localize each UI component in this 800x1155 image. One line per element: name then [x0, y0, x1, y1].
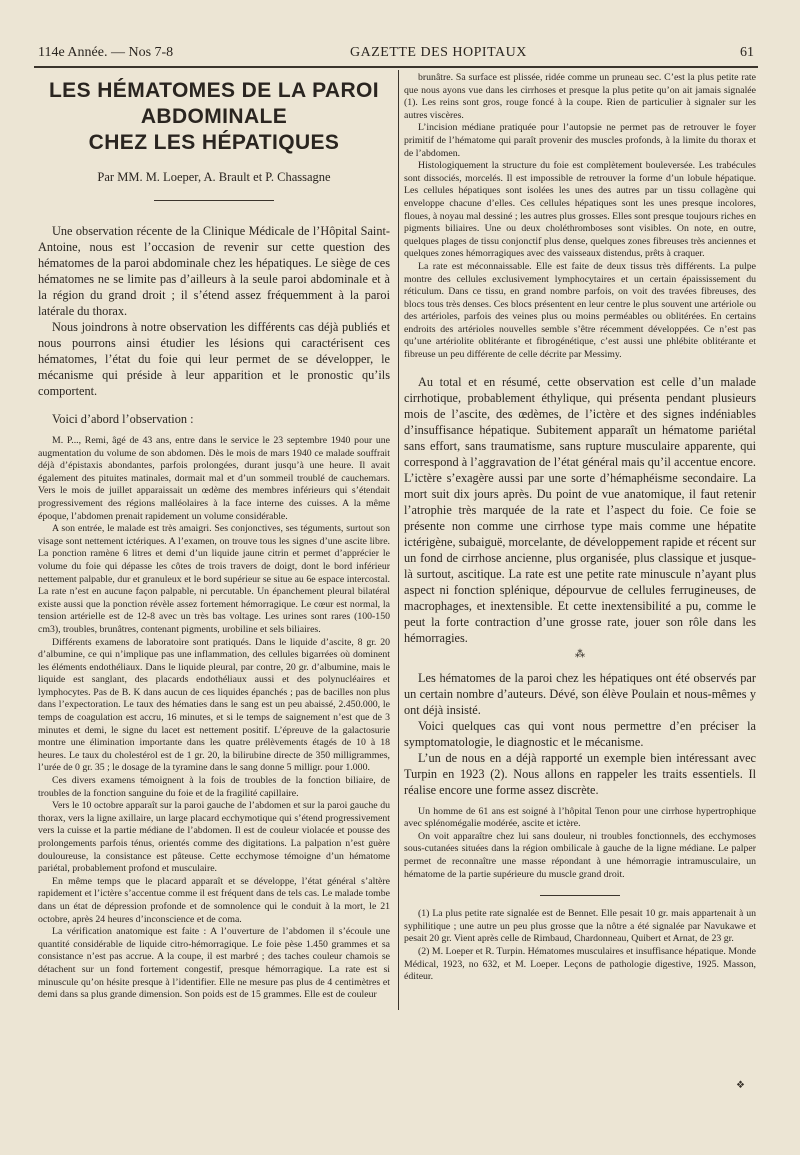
left-column [38, 72, 390, 1002]
paragraph: Histologiquement la structure du foie est complètement bouleversée. Les trabécules sont dissociés, morcelés. Il est impossible de retrouver la forme d’un lobule hépatique. Les cellules hépatiques sont isolées les unes des autres par un tissu collagène qui enveloppe chacune d’elles. Ces cellules hépatiques sont les unes presque incolores, floues, à noyau mal dessiné ; les autres plus grosses. Elles sont presque toujours riches en pigments biliaires. Une ou deux choléthromboses sont visibles. On note, en outre, quelques plages de tissu conjonctif plus dense, quelques zones fibreuses très anciennes et quelques zones hémorragiques avec des vaisseaux distendus, prêts à craquer. [404, 160, 756, 260]
paragraph: Au total et en résumé, cette observation est celle d’un malade cirrhotique, probablement éthylique, qui présenta pendant plusieurs mois de l’ascite, des œdèmes, de l’ictère et des signes indéniables d’insuffisance hépatique. Subitement apparaît un hématome pariétal sans effort, sans traumatisme, sans rupture musculaire apparente, qui correspond à l’aggravation de l’état général mais qu’il accentue encore. L’ictère s’exagère aussi par une sorte d’hémaphéisme secondaire. La mort suit dix jours après. Du point de vue anatomique, il faut retenir l’atrophie très marquée de la rate et l’aspect du foie. Ce foie se présente non comme une cirrhose type mais comme une hépatite ictérigène, subaiguë, morcelante, de développement rapide et récent sur un fond de cirrhose ancienne, plus organisée, plus classique et jusque-là surtout, ascitique. La rate est une petite rate minuscule n’ayant plus aspect ni fonction splénique, dépourvue de cellules ferrugineuses, de macrophages, et inextensible. Et cette inextensibilité a pu, comme le peut la forte contraction d’une grosse rate, jouer son rôle dans les hémorragies. [404, 374, 757, 645]
left-column-body [38, 223, 390, 1002]
paragraph: A son entrée, le malade est très amaigri. Ses conjonctives, ses téguments, surtout son visage sont nettement ictériques. A l’examen, on trouve tous les signes d’une ascite libre. La ponction ramène 6 litres et demi d’un liquide jaune citrin et permet d’apprécier le volume du foie qui dépasse les côtes de trois travers de doigt, dont le bord inférieur nettement palpable, dur et granuleux et le bord supérieur se situe au 6e espace intercostal. La rate n’est en aucune façon palpable, ni percutable. Un épanchement pleural bilatéral existe aussi que la ponction révèle assez fortement hémorragique. Le cœur est normal, la tension artérielle est de 12-8 avec un très bas voltage. Les urines sont rares (100-150 cm3), troubles, brunâtres, contenant pigments, urobiline et sels biliaires. [38, 523, 390, 635]
paragraph: Une observation récente de la Clinique Médicale de l’Hôpital Saint-Antoine, nous est l’occasion de revenir sur cette question des hématomes de la paroi abdominale chez les hépatiques. Le siège de ces hématomes ne se limite pas d’ailleurs à la seule paroi abdominale et à la région du grand droit ; il s’étend assez fréquemment à la paroi latérale du thorax. [38, 224, 390, 318]
article-authors: Par MM. M. Loeper, A. Brault et P. Chassagne [97, 170, 331, 184]
paragraph: Voici d’abord l’observation : [52, 412, 194, 426]
paragraph: M. P..., Remi, âgé de 43 ans, entre dans le service le 23 septembre 1940 pour une augmentation du volume de son abdomen. Dès le mois de mars 1940 ce malade souffrait déjà d’épistaxis abondantes, parfois prolongées, durant jusqu’à une heure. Il avait également des pituites matinales, dormait mal et d’un sommeil troublé de cauchemars. Vers le mois de juillet apparaissait un œdème des membres inférieurs qui s’étendait progressivement des régions malléolaires à la face interne des cuisses. A la même époque, l’abdomen prenait rapidement un volume considérable. [38, 435, 390, 522]
paragraph: Les hématomes de la paroi chez les hépatiques ont été observés par un certain nombre d’auteurs. Dévé, son élève Poulain et nous-mêmes y ont déjà insisté. [404, 670, 756, 717]
paragraph: L’incision médiane pratiquée pour l’autopsie ne permet pas de retrouver le foyer primitif de l’hématome qui paraît provenir des muscles profonds, à la limite du thorax et de l’abdomen. [404, 122, 756, 159]
column-divider [398, 70, 399, 1010]
paragraph: Différents examens de laboratoire sont pratiqués. Dans le liquide d’ascite, 8 gr. 20 d’albumine, ce qui n’implique pas une inflammation, des cellules bigarrées où dominent les éléments endothéliaux. Dans le liquide pleural, par contre, 20 gr. d’albumine, mais le liquide est sanglant, des placards endothéliaux aussi et des polynucléaires et lymphocytes. Pas de B. K dans aucun de ces liquides épanchés ; pas de bacilles non plus dans l’expectoration. Le taux des hématies dans le sang est un peu abaissé, 2.450.000, le temps de coagulation est accru, 16 minutes, et si le temps de saignement n’est que de 3 minutes et demi, le signe du lacet est nettement positif. L’épreuve de la galactosurie montre une élimination importante dans les quatre prélèvements étagés de 10 à 18 heures. Le taux du cholestérol est de 1 gr. 20, la bilirubine directe de 350 milligrammes, l’urée de 0 gr. 35 ; le dosage de la tyramine dans le sang donne 5 milligr. pour 1.000. [38, 636, 390, 774]
paragraph: brunâtre. Sa surface est plissée, ridée comme un pruneau sec. C’est la plus petite rate que nous ayons vue dans les cirrhoses et presque la plus petite qu’on ait jamais signalée (1). Les reins sont gros, rouge foncé à la coupe. Rien de particulier à signaler sur les autres viscères. [404, 72, 756, 121]
footnotes [404, 908, 756, 984]
page-ornament: ❖ [736, 1080, 745, 1091]
paragraph: Vers le 10 octobre apparaît sur la paroi gauche de l’abdomen et sur la paroi gauche du thorax, vers la ligne axillaire, un large placard ecchymotique qui s’étend progressivement vers la cuisse et la partie médiane de l’abdomen. Il est de couleur violacée et pousse des prolongements parfois ténus, orientés comme des digitations. La palpation n’est guère douloureuse, la consistance est pâteuse. Cette ecchymose témoigne d’un hématome pariétal, probablement profond et musculaire. [38, 800, 390, 875]
paragraph: Un homme de 61 ans est soigné à l’hôpital Tenon pour une cirrhose hypertrophique avec splénomégalie modérée, ascite et ictère. [404, 805, 756, 830]
issue-label: 114e Année. — Nos 7-8 [38, 45, 174, 60]
paragraph: Voici quelques cas qui vont nous permettre d’en préciser la symptomatologie, le diagnostic et le mécanisme. [404, 718, 756, 749]
right-column-body [404, 72, 756, 881]
page-header [38, 42, 754, 64]
footnote: (1) La plus petite rate signalée est de Bennet. Elle pesait 10 gr. mais appartenait à un syphilitique ; une autre un peu plus grosse que la nôtre a été signalée par Navukawe et pesait 20 gr. Vient après celle de Rimbaud, Chardonneau, Quibert et Arnat, de 23 gr. [404, 908, 756, 945]
header-rule [34, 66, 758, 68]
title-rule [154, 200, 274, 201]
paragraph: En même temps que le placard apparaît et se développe, l’état général s’altère rapidement et l’ictère s’accentue comme il est fréquent dans de tels cas. Le malade tombe dans un état de dépression profonde et de somnolence qui le conduit à la mort, le 21 octobre, après 24 heures d’inconscience et de coma. [38, 875, 390, 925]
paragraph: La rate est méconnaissable. Elle est faite de deux tissus très différents. La pulpe montre des cellules exclusivement lymphocytaires et un certain épaississement du réticulum. Dans ce tissu, en grand nombre parfois, on voit des travées fibreuses, des blocs tous très denses. Ces blocs présentent en leur centre le plus souvent une artériole ou des artérioles, parfois des veines plus ou moins perméables ou oblitérées. En certains endroits des artérioles nouvelles semble s’être récemment développées. Ce n’est pas qu’une artériolite oblitérante et fibrogénétique, c’est aussi une phlébite oblitérante et fibreuse un peu différente de celle décrite par Messimy. [404, 260, 756, 361]
paragraph: On voit apparaître chez lui sans douleur, ni troubles fonctionnels, des ecchymoses sous-cutanées situées dans la région ombilicale à gauche de la ligne médiane. Le palper permet de reconnaître une masse répondant à une hémorragie intramusculaire, un hématome de la partie supérieure du muscle grand droit. [404, 830, 756, 880]
article-title-line-2: CHEZ LES HÉPATIQUES [88, 131, 340, 154]
paragraph: Nous joindrons à notre observation les différents cas déjà publiés et nous pourrons ainsi étudier les lésions qui caractérisent ces hématomes, l’état du foie qui leur permet de se développer, le mécanisme qui préside à leur apparition et le pronostic qu’ils comportent. [38, 320, 390, 398]
paragraph: Ces divers examens témoignent à la fois de troubles de la fonction biliaire, de troubles de la fonction sanguine du foie et de la fragilité capillaire. [38, 775, 390, 799]
section-asterism: ⁂ [575, 648, 585, 660]
footnote: (2) M. Loeper et R. Turpin. Hématomes musculaires et insuffisance hépatique. Monde Médical, 1923, no 632, et M. Loeper. Leçons de pathologie digestive, 1925. Masson, éditeur. [404, 946, 757, 983]
article-title [38, 78, 390, 156]
footnote-rule [540, 895, 620, 896]
paragraph: La vérification anatomique est faite : A l’ouverture de l’abdomen il s’écoule une quantité considérable de liquide citro-hémorragique. Le foie pèse 1.450 grammes et sa consistance n’est pas accrue. A la coupe, il est marbré ; des taches couleur chamois se détachent sur un fond fortement congestif, presque hémorragique. La rate est si minuscule qu’on hésite presque à l’identifier. Elle ne mesure pas plus de 4 centimètres et demi dans sa plus grande dimension. Son poids est de 15 grammes. Elle est de couleur [38, 926, 390, 1001]
article-title-line-1: LES HÉMATOMES DE LA PAROI ABDOMINALE [48, 79, 380, 128]
paragraph: L’un de nous en a déjà rapporté un exemple bien intéressant avec Turpin en 1923 (2). Nous allons en rappeler les traits essentiels. Il réalise encore une forme assez discrète. [404, 750, 756, 797]
page-number: 61 [740, 45, 754, 60]
right-column [404, 72, 756, 984]
journal-name: GAZETTE DES HOPITAUX [350, 45, 527, 60]
